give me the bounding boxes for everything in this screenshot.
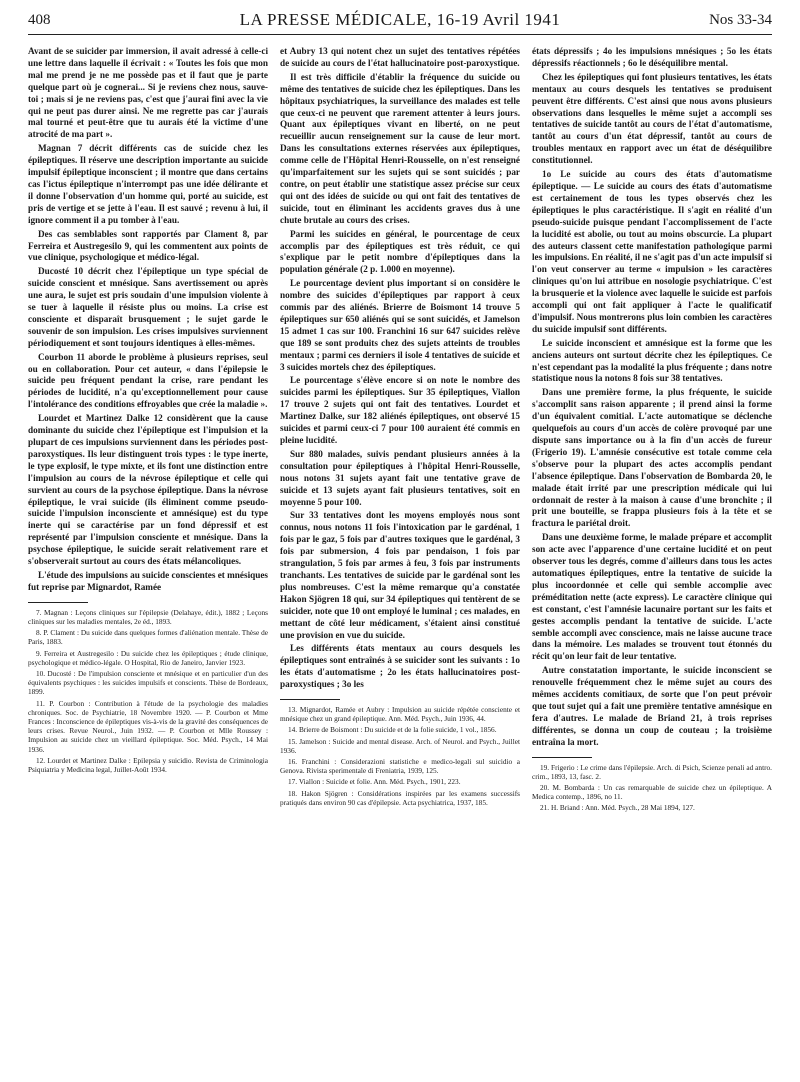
paragraph: Ducosté 10 décrit chez l'épileptique un type spécial de suicide conscient et mnésique. Sans avertissement ou après une aura, le sujet est pris soudain d'une impulsion violente à se tuer à laquelle il résiste plus ou moins. La crise est consciente et disparaît brusquement ; le sujet garde le souvenir de son impulsion. Les crises impulsives surviennent périodiquement et sont toujours identiques à elles-mêmes. — [28, 266, 268, 348]
footnote: 11. P. Courbon : Contribution à l'étude de la psychologie des maladies chroniques. Soc. de Psychiatrie, 18 Novembre 1920. — P. Courbon et Mme Frances : Inconscience de épileptiques vis-à-vis de la gravité des conséquences de leurs crises. Revue Neurol., Juin 1932. — P. Courbon et Mlle Roussey : Impulsion au suicide chez un vieillard épileptique. Soc. Méd. Psych., 14 Mai 1936. — [28, 698, 268, 754]
paragraph: Chez les épileptiques qui font plusieurs tentatives, les états mentaux au cours desquels les tentatives se produisent peuvent être différents. C'est ainsi que nous avons plusieurs observations dans lesquelles le même sujet a accompli ses tentatives de suicide tantôt au cours de l'état d'automatisme, tantôt au cours d'un état dépressif, tantôt au cours de troubles mentaux en rapport avec un état de déséquilibre constitutionnel. — [532, 71, 772, 166]
paragraph: et Aubry 13 qui notent chez un sujet des tentatives répétées de suicide au cours de l'état hallucinatoire post-paroxystique. — [280, 46, 520, 68]
paragraph: Autre constatation importante, le suicide inconscient se renouvelle fréquemment chez le même sujet au cours des mêmes accidents comitiaux, de sorte que l'on peut prévoir que tout sujet qui a fait une première tentative amnésique en fera d'autres. Le malade de Briand 21, à trois reprises différentes, se donna un coup de couteau ; la troisième entraîna la mort. — [532, 665, 772, 747]
footnote: 19. Frigerio : Le crime dans l'épilepsie. Arch. di Psich, Scienze penali ad antro. crim., 1893, 13, fasc. 2. — [532, 762, 772, 781]
footnote: 12. Lourdet et Martinez Dalke : Epilepsia y suicidio. Revista de Criminologia Psiquiatria y Medicina legal, Juillet-Août 1934. — [28, 755, 268, 775]
footnote: 21. H. Briand : Ann. Méd. Psych., 28 Mai 1894, 127. — [540, 803, 695, 813]
issue-number: Nos 33-34 — [709, 12, 772, 28]
paragraph: Les différents états mentaux au cours desquels les épileptiques sont entraînés à se suicider sont les suivants : 1o les états d'automatisme ; 2o les états hallucinatoires post-paroxystiques ; 3o les — [280, 643, 520, 690]
page-number: 408 — [28, 12, 51, 28]
column-right — [532, 46, 772, 1076]
footnote: 13. Mignardot, Ramée et Aubry : Impulsion au suicide répétée consciente et mnésique chez un grand épileptique. Ann. Méd. Psych., Juin 1936, 44. — [280, 705, 520, 724]
footnote: 15. Jamelson : Suicide and mental disease. Arch. of Neurol. and Psych., Juillet 1936. — [280, 736, 520, 755]
paragraph: Parmi les suicides en général, le pourcentage de ceux accomplis par des épileptiques est très réduit, ce qui s'explique par le petit nombre d'épileptiques dans la population générale (2 p. 1.000 en moyenne). — [280, 228, 520, 275]
footnote-divider — [28, 602, 88, 603]
paragraph: Avant de se suicider par immersion, il avait adressé à celle-ci une lettre dans laquelle il écrivait : « Toutes les fois que mon mal me prend je ne me possède pas et il faut que je parte quelque part où je cognerai... Si je reviens chez nous, sauve-toi ; mais si je ne reviens pas, c'est que j'aurai fini avec la vie qui ne peut pas durer ainsi. Ne me regrette pas car j'aurais mal tourné et peut-être que tu aurais été la victime d'une atrocité de ma part ». — [28, 46, 268, 140]
footnote: 14. Brierre de Boismont : Du suicide et de la folie suicide, 1 vol., 1856. — [288, 725, 497, 735]
footnote: 18. Hakon Sjögren : Considérations inspirées par les examens successifs pratiqués dans environ 90 cas d'épilepsie. Acta psychiatrica, 1937, 185. — [280, 788, 520, 807]
paragraph: L'étude des impulsions au suicide conscientes et mnésiques fut reprise par Mignardot, Ramée — [28, 569, 268, 592]
footnote: 16. Franchini : Considerazioni statistiche e medico-legali sul suicidio a Genova. Rivista sperimentale di Freniatria, 1939, 125. — [280, 757, 520, 776]
footnote-divider — [532, 757, 592, 758]
paragraph: Lourdet et Martinez Dalke 12 considèrent que la cause dominante du suicide chez l'épileptique est l'impulsion et la plupart de ces impulsions surviennent dans les périodes post-paroxystiques. Ils leur distinguent trois types : le type inerte, le type explosif, le type mixte, et ils font une distinction entre l'impulsion au cours de la névrose épileptique et celle qui survient au cours de la psychose épileptique. Dans la névrose épileptique, le vrai suicide (ils éliminent comme pseudo-suicide l'impulsion inconsciente et amnésique) est du type inerte qui se caractérise par un fond dépressif et est représenté par l'impulsion consciente et mnésique. Dans la psychose épileptique, le suicide serait relativement rare et s'observerait surtout au cours des états mélancoliques. — [28, 413, 268, 567]
paragraph: Sur 880 malades, suivis pendant plusieurs années à la consultation pour épileptiques à l'hôpital Henri-Rousselle, nous notons 31 sujets ayant fait une tentative grave de suicide et 13 sujets ayant fait plusieurs tentatives, soit en moyenne 5 pour 100. — [280, 448, 520, 507]
footnote-divider — [280, 699, 340, 700]
running-header — [28, 8, 772, 35]
footnote: 9. Ferreira et Austregesilo : Du suicide chez les épileptiques ; étude clinique, psychologique et médico-légale. O Hospital, Rio de Janeiro, Janvier 1923. — [28, 648, 268, 667]
paragraph: Dans une première forme, la plus fréquente, le suicide s'accomplit sans raison apparente ; il prend ainsi la forme d'un équivalent comitial. L'acte automatique se déclenche quelquefois au cours d'un accès de colère provoqué par une dispute sans importance ou à la fin d'un accès de fureur (Frigerio 19). L'amnésie consécutive est totale comme cela s'observe pour la plupart des actes accomplis pendant l'absence épileptique. Dans l'observation de Bombarda 20, le malade était irrité par une prescription médicale qui lui ordonnait de rester à la maison à cause d'une bronchite ; il prit une bouteille, se frappa plusieurs fois à la tête et se fractura le pariétal droit. — [532, 387, 772, 529]
paragraph: Magnan 7 décrit différents cas de suicide chez les épileptiques. Il réserve une description importante au suicide impulsif épileptique inconscient ; il montre que dans certains cas l'ictus épileptique n'interrompt pas une idée délirante et il donne l'observation d'un homme qui, porté au suicide, est pris de vertige et se jette à l'eau. Il est sauvé ; revenu à lui, il ignore comment il a pu tomber à l'eau. — [28, 143, 268, 225]
paragraph: Des cas semblables sont rapportés par Clament 8, par Ferreira et Austregesilo 9, qui les commentent aux points de vue clinique, psychologique et médico-légal. — [28, 228, 268, 263]
paragraph: états dépressifs ; 4o les impulsions mnésiques ; 5o les états dépressifs réactionnels ; 6o le déséquilibre mental. — [532, 46, 772, 68]
column-middle — [280, 46, 520, 1076]
column-left — [28, 46, 268, 1076]
paragraph: Courbon 11 aborde le problème à plusieurs reprises, seul ou en collaboration. Pour cet auteur, « dans l'épilepsie le suicide peu fréquent pendant la crise, rare pendant les périodes de lucidité, n'a qu'exceptionnellement pour cause l'intolérance des conditions effroyables que crée la maladie ». — [28, 351, 268, 410]
footnote: 10. Ducosté : De l'impulsion consciente et mnésique et en particulier d'un des équivalents psychiques : les suicides impulsifs et conscients. Thèse de Bordeaux, 1899. — [28, 669, 268, 697]
paragraph: Il est très difficile d'établir la fréquence du suicide ou même des tentatives de suicide chez les épileptiques. Dans les hôpitaux psychiatriques, la surveillance des malades est telle que ceux-ci ne peuvent que rarement attenter à leurs jours. Quant aux épileptiques vivant en liberté, on ne peut recueillir aucun renseignement sur la cause de leur mort. Dans les consultations externes réservées aux épileptiques, comme celle de l'Hôpital Henri-Rousselle, on n'est renseigné qu'imparfaitement sur les sujets qui se sont suicidés ; par contre, on peut établir une statistique assez précise sur ceux qui ont des idées de suicide ou qui ont fait des tentatives de suicide, tout en éliminant les accidents graves dus à une chute brutale au cours des crises. — [280, 71, 520, 225]
paragraph: Sur 33 tentatives dont les moyens employés nous sont connus, nous notons 11 fois l'intoxication par le gardénal, 1 fois par le gaz, 5 fois par d'autres toxiques que le gardénal, 3 fois par submersion, 4 fois par pendaison, 1 fois par strangulation, 5 fois par armes à feu, 3 fois par instruments tranchants. Les tentatives de suicide par le gardénal sont les plus nombreuses. C'est la même remarque qu'a constatée Hakon Sjögren 18 qui, sur 34 épileptiques qui tentèrent de se suicider, note que 10 ont employé le luminal ; ces malades, en mettant de côté leur médicament, s'étaient ainsi constitué une provision en vue du suicide. — [280, 510, 520, 640]
footnote: 8. P. Clament : Du suicide dans quelques formes d'aliénation mentale. Thèse de Paris, 1883. — [28, 628, 268, 647]
footnote: 17. Viallon : Suicide et folie. Ann. Méd. Psych., 1901, 223. — [288, 777, 461, 787]
footnote: 7. Magnan : Leçons cliniques sur l'épilepsie (Delahaye, édit.), 1882 ; Leçons cliniques sur les maladies mentales, 2e éd., 1893. — [28, 607, 268, 626]
paragraph: Le suicide inconscient et amnésique est la forme que les anciens auteurs ont surtout décrite chez les épileptiques. Ce n'est cependant pas la modalité la plus fréquente ; dans notre statistique nous la notons 8 fois sur 38 tentatives. — [532, 337, 772, 384]
journal-title: LA PRESSE MÉDICALE, 16-19 Avril 1941 — [239, 10, 561, 29]
footnote: 20. M. Bombarda : Un cas remarquable de suicide chez un épileptique. A Medica contemp., 1896, no 11. — [532, 782, 772, 802]
paragraph: Dans une deuxième forme, le malade prépare et accomplit son acte avec l'apparence d'une certaine lucidité et on peut observer tous les degrés, comme d'ailleurs dans tous les actes automatiques épileptiques, entre la tentative de suicide la plus incoordonnée et celle qui semble accomplie avec préméditation nette (acte express). Le caractère clinique qui est constant, c'est l'amnésie lacunaire portant sur les faits et gestes accomplis pendant la tentative de suicide. L'acte semble accompli avec conscience, mais ne laisse aucune trace dans la mémoire. Les malades se trouvent tout étonnés du récit qu'on leur fait de leur tentative. — [532, 532, 772, 662]
paragraph: Le pourcentage devient plus important si on considère le nombre des suicides d'épileptiques par rapport à ceux commis par des aliénés. Brierre de Boismont 14 trouve 5 épileptiques sur 650 aliénés qui se sont suicidés, et Jamelson 15 admet 1 cas sur 100. Franchini 16 sur 647 suicides relève que 189 se sont produits chez des sujets atteints de troubles mentaux ; parmi ces derniers il isole 4 tentatives de suicide et 3 suicides mortels chez des épileptiques. — [280, 278, 520, 372]
paragraph: Le pourcentage s'élève encore si on note le nombre des suicides parmi les épileptiques. Sur 35 épileptiques, Viallon 17 trouve 2 sujets qui ont fait des tentatives. Lourdet et Martinez Dalke, sur 182 aliénés épileptiques, ont observé 15 suicides et parmi ceux-ci 7 pour 100 auraient été commis en pleine lucidité. — [280, 375, 520, 445]
section-paragraph: 1o Le suicide au cours des états d'automatisme épileptique. — Le suicide au cours des états d'automatisme est certainement de tous les types observés chez les épileptiques le plus caractéristique. Il s'agit en réalité d'un pseudo-suicide puisque pendant l'accomplissement de l'acte la lucidité est abolie, ou tout au moins obscurcie. La plupart des auteurs classent cette manifestation pathologique parmi les impulsions. En réalité, il ne s'agit pas d'un acte impulsif si l'on veut conserver au terme « impulsion » les caractères cliniques qu'on lui attribue en nosologie psychiatrique. C'est la brusquerie et la violence avec laquelle le suicide est parfois accompli qui ont fait appliquer à l'acte le qualificatif d'impulsif. Nous montrerons plus loin combien les caractères du suicide impulsif sont différents. — [532, 169, 772, 334]
